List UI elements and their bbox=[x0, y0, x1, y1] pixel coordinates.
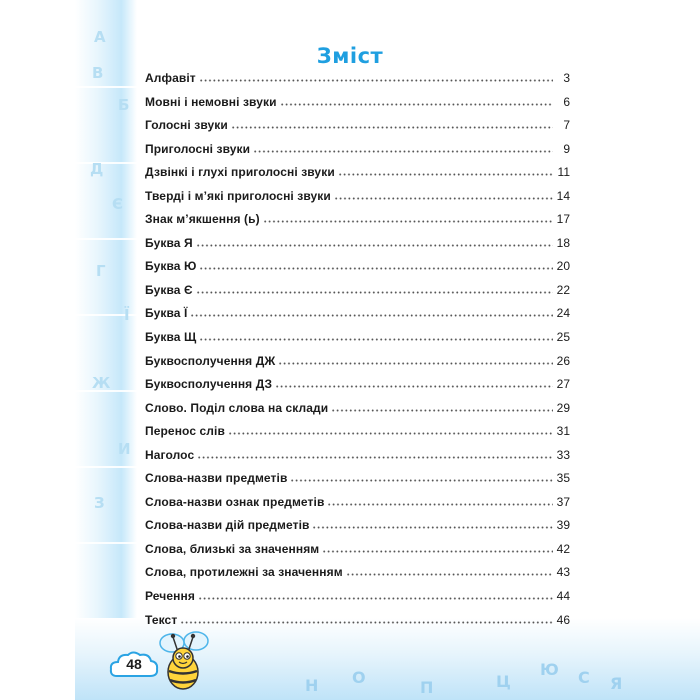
decorative-letter: П bbox=[420, 678, 434, 697]
toc-dot-leader bbox=[197, 450, 553, 459]
toc-dot-leader bbox=[180, 615, 553, 624]
toc-entry bbox=[145, 589, 570, 613]
toc-dot-leader bbox=[275, 379, 553, 388]
toc-dot-leader bbox=[263, 214, 553, 223]
margin-line bbox=[75, 162, 137, 164]
toc-entry bbox=[145, 401, 570, 425]
toc-dot-leader bbox=[334, 191, 553, 200]
toc-entry-page: 26 bbox=[556, 353, 570, 368]
toc-entry-page: 35 bbox=[556, 471, 570, 486]
toc-entry-page: 46 bbox=[556, 612, 570, 627]
toc-entry bbox=[145, 165, 570, 189]
toc-entry bbox=[145, 377, 570, 401]
toc-dot-leader bbox=[198, 591, 553, 600]
toc-entry bbox=[145, 354, 570, 378]
toc-entry-page: 33 bbox=[556, 447, 570, 462]
toc-entry-label: Слова, близькі за значенням bbox=[145, 541, 320, 556]
toc-entry-label: Буква Є bbox=[145, 282, 193, 297]
decorative-letter: А bbox=[94, 28, 106, 46]
toc-entry-page: 25 bbox=[556, 330, 570, 345]
decorative-letter: В bbox=[92, 64, 104, 82]
page-number-badge bbox=[109, 650, 159, 680]
toc-entry-page: 39 bbox=[556, 518, 570, 533]
toc-entry bbox=[145, 565, 570, 589]
toc-entry bbox=[145, 259, 570, 283]
decorative-letter: З bbox=[94, 494, 105, 512]
toc-dot-leader bbox=[327, 497, 553, 506]
toc-entry-label: Тверді і м’які приголосні звуки bbox=[145, 188, 331, 203]
toc-entry-label: Перенос слів bbox=[145, 424, 225, 439]
toc-entry-page: 27 bbox=[556, 377, 570, 392]
toc-entry-label: Мовні і немовні звуки bbox=[145, 94, 277, 109]
toc-dot-leader bbox=[338, 167, 553, 176]
toc-entry-page: 6 bbox=[563, 94, 570, 109]
toc-entry-page: 31 bbox=[556, 424, 570, 439]
toc-dot-leader bbox=[278, 356, 553, 365]
toc-entry-label: Алфавіт bbox=[145, 71, 196, 85]
toc-entry bbox=[145, 306, 570, 330]
toc-entry-label: Слова-назви дій предметів bbox=[145, 518, 310, 533]
decorative-letter: Є bbox=[112, 195, 124, 213]
toc-entry-page: 7 bbox=[563, 118, 570, 133]
margin-line bbox=[75, 542, 137, 544]
decorative-letter: С bbox=[578, 668, 590, 687]
toc-entry bbox=[145, 448, 570, 472]
toc-entry bbox=[145, 95, 570, 119]
toc-entry-label: Буква Ї bbox=[145, 306, 188, 321]
toc-entry bbox=[145, 471, 570, 495]
toc-dot-leader bbox=[346, 567, 553, 576]
toc-dot-leader bbox=[253, 144, 553, 153]
toc-entry-label: Слова-назви ознак предметів bbox=[145, 494, 325, 509]
toc-entry-page: 14 bbox=[556, 188, 570, 203]
toc-dot-leader bbox=[290, 473, 553, 482]
toc-entry-page: 29 bbox=[556, 400, 570, 415]
toc-entry-label: Буква Ю bbox=[145, 259, 197, 274]
toc-entry-page: 42 bbox=[556, 541, 570, 556]
toc-entry bbox=[145, 236, 570, 260]
toc-entry-label: Слово. Поділ слова на склади bbox=[145, 400, 329, 415]
toc-entry-page: 3 bbox=[563, 71, 570, 85]
toc-entry-label: Дзвінкі і глухі приголосні звуки bbox=[145, 165, 335, 180]
decorative-letter: Ї bbox=[124, 306, 130, 324]
table-of-contents bbox=[145, 71, 570, 636]
toc-entry-page: 44 bbox=[556, 589, 570, 604]
toc-entry bbox=[145, 518, 570, 542]
toc-entry bbox=[145, 283, 570, 307]
toc-entry bbox=[145, 212, 570, 236]
toc-dot-leader bbox=[228, 426, 553, 435]
toc-entry-label: Буквосполучення ДЗ bbox=[145, 377, 273, 392]
toc-entry-label: Текст bbox=[145, 612, 178, 627]
decorative-letter: Б bbox=[118, 96, 130, 114]
toc-entry-label: Приголосні звуки bbox=[145, 141, 251, 156]
toc-dot-leader bbox=[196, 285, 553, 294]
toc-entry bbox=[145, 424, 570, 448]
toc-dot-leader bbox=[199, 73, 553, 82]
toc-entry-label: Слова-назви предметів bbox=[145, 471, 288, 486]
toc-dot-leader bbox=[280, 97, 553, 106]
toc-dot-leader bbox=[322, 544, 553, 553]
toc-entry-page: 22 bbox=[556, 282, 570, 297]
toc-entry bbox=[145, 71, 570, 95]
decorative-letter: О bbox=[352, 668, 366, 687]
toc-entry-page: 11 bbox=[557, 165, 570, 180]
toc-dot-leader bbox=[231, 120, 553, 129]
toc-entry bbox=[145, 542, 570, 566]
decorative-letter: Ж bbox=[92, 374, 111, 392]
decorative-letter: Я bbox=[610, 674, 623, 693]
toc-entry-page: 9 bbox=[563, 141, 570, 156]
toc-entry bbox=[145, 142, 570, 166]
decorative-letter: Д bbox=[90, 160, 104, 178]
decorative-letter: Ю bbox=[540, 660, 559, 679]
toc-dot-leader bbox=[196, 238, 553, 247]
decorative-letter: И bbox=[118, 440, 131, 458]
toc-entry-page: 17 bbox=[556, 212, 570, 227]
bee-mascot-icon bbox=[155, 628, 213, 692]
toc-entry bbox=[145, 189, 570, 213]
toc-dot-leader bbox=[199, 332, 553, 341]
decorative-letter: Ц bbox=[496, 672, 511, 691]
toc-entry-label: Наголос bbox=[145, 447, 195, 462]
toc-dot-leader bbox=[190, 308, 553, 317]
toc-entry-page: 24 bbox=[556, 306, 570, 321]
toc-entry-label: Голосні звуки bbox=[145, 118, 228, 133]
decorative-letter: Г bbox=[96, 262, 106, 280]
toc-dot-leader bbox=[331, 403, 553, 412]
toc-entry bbox=[145, 330, 570, 354]
toc-entry-label: Буквосполучення ДЖ bbox=[145, 353, 276, 368]
toc-entry-label: Слова, протилежні за значенням bbox=[145, 565, 343, 580]
toc-dot-leader bbox=[312, 520, 553, 529]
toc-entry-label: Знак м’якшення (ь) bbox=[145, 212, 260, 227]
margin-line bbox=[75, 238, 137, 240]
toc-entry-page: 18 bbox=[556, 235, 570, 250]
toc-entry-label: Буква Щ bbox=[145, 330, 197, 345]
toc-entry bbox=[145, 495, 570, 519]
toc-dot-leader bbox=[199, 261, 553, 270]
toc-entry-page: 20 bbox=[556, 259, 570, 274]
decorative-letter: Н bbox=[305, 676, 319, 695]
toc-entry bbox=[145, 118, 570, 142]
toc-entry-page: 43 bbox=[556, 565, 570, 580]
page-number: 48 bbox=[126, 656, 142, 672]
page-title: Зміст bbox=[316, 44, 384, 68]
toc-entry-page: 37 bbox=[556, 494, 570, 509]
margin-line bbox=[75, 86, 137, 88]
margin-line bbox=[75, 466, 137, 468]
toc-entry-label: Буква Я bbox=[145, 235, 193, 250]
toc-entry-label: Речення bbox=[145, 589, 195, 604]
